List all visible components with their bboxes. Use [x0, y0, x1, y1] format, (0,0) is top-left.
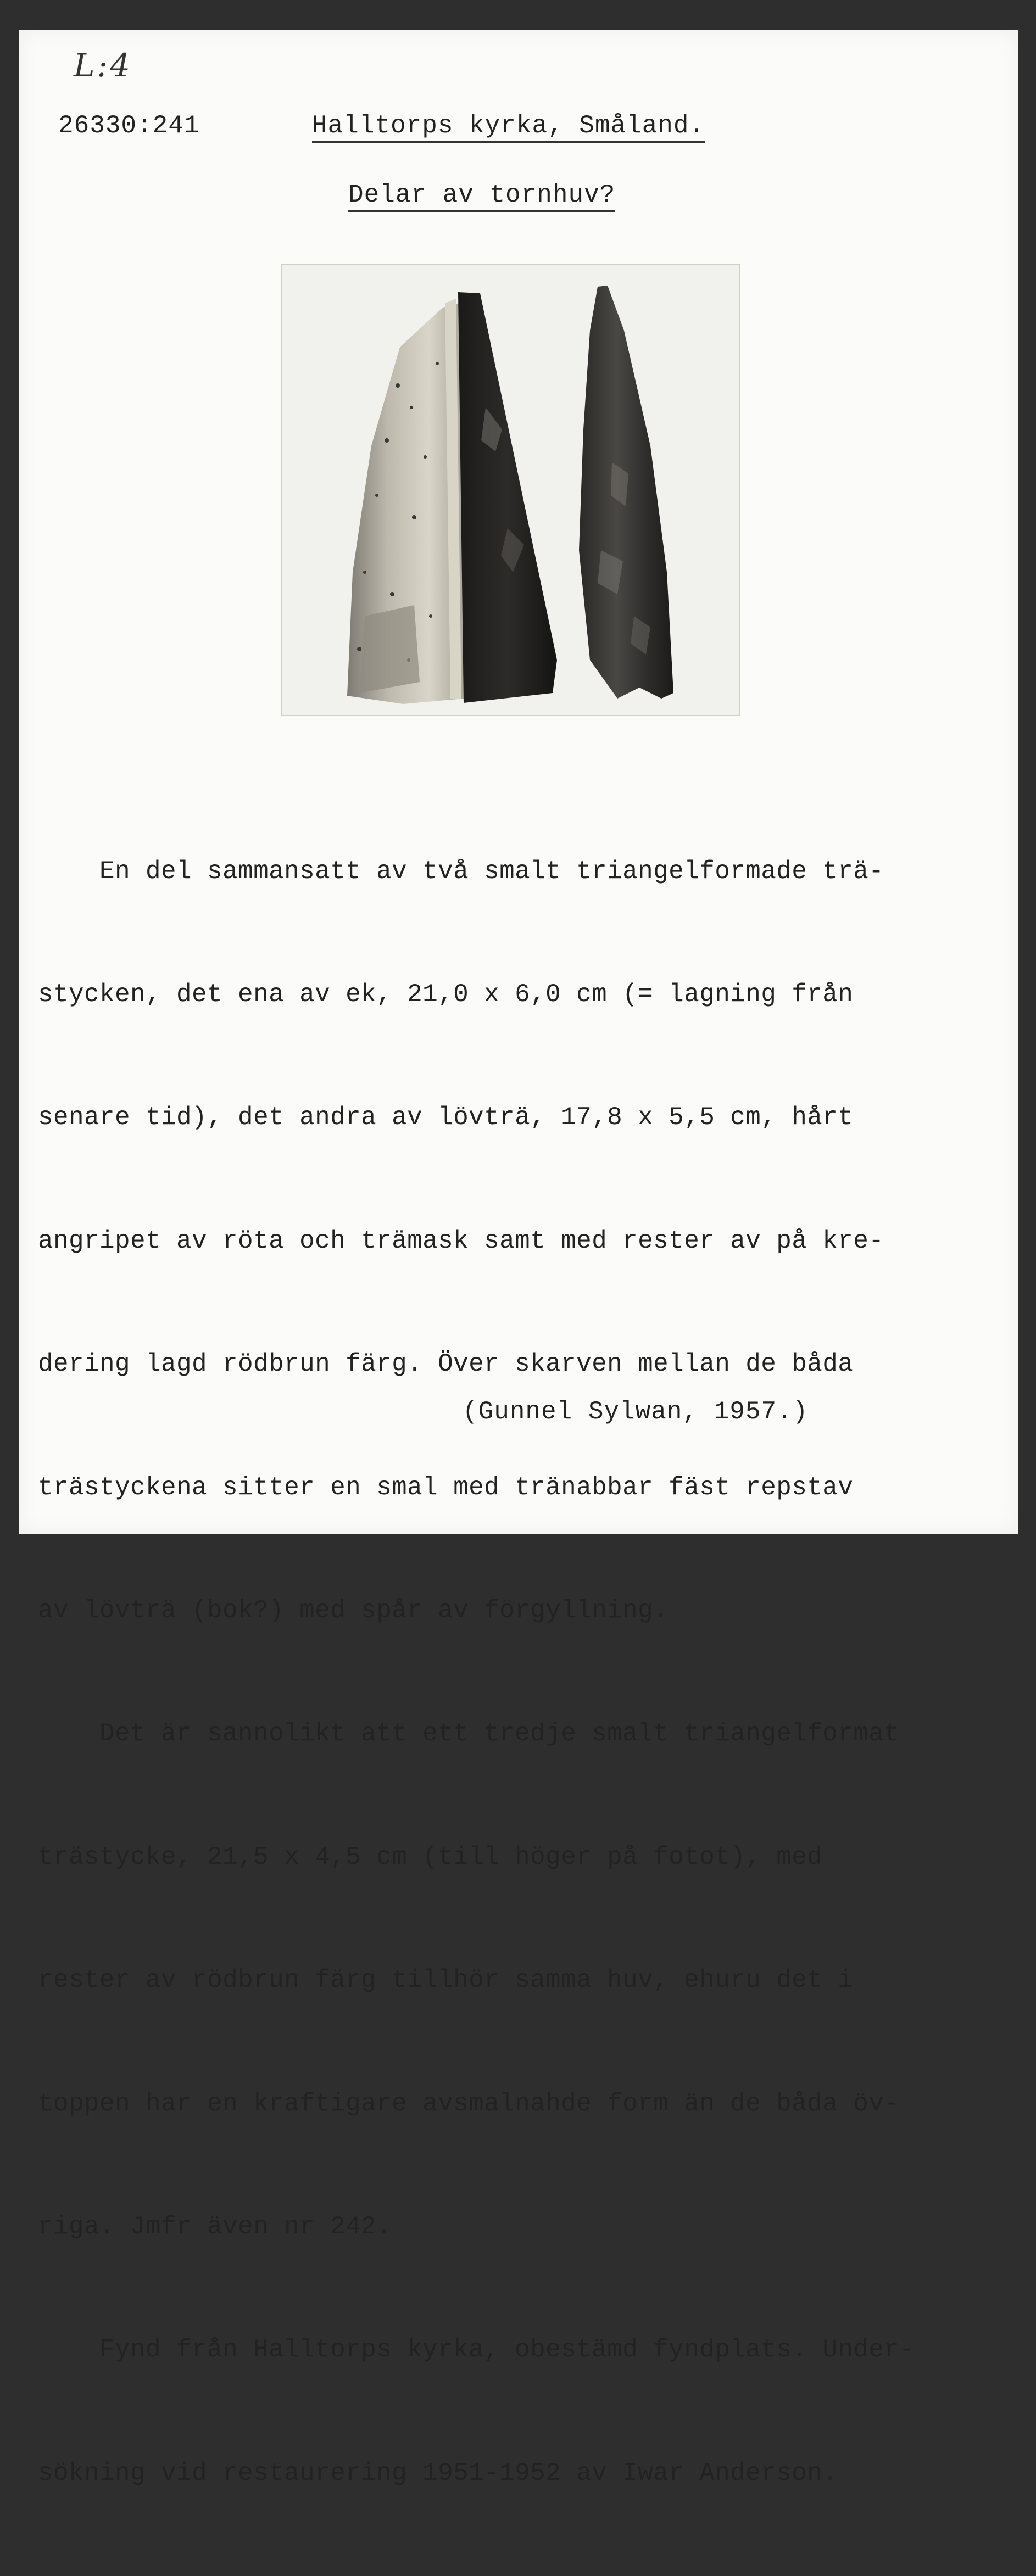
description-line: rester av rödbrun färg tillhör samma huv, ehuru det i [38, 1966, 854, 1995]
description-line: stycken, det ena av ek, 21,0 x 6,0 cm (= lagning från [38, 980, 854, 1009]
description-line: av lövträ (bok?) med spår av förgyllning. [38, 1596, 669, 1625]
description-line: Det är sannolikt att ett tredje smalt triangelformat [38, 1719, 900, 1748]
artifact-photo [281, 264, 740, 716]
catalog-number: 26330:241 [58, 111, 200, 140]
description-line: angripet av röta och trämask samt med rester av på kre- [38, 1226, 884, 1255]
card-subtitle: Delar av tornhuv? [348, 181, 615, 212]
catalog-card [19, 30, 1018, 2488]
description-line: toppen har en kraftigare avsmalnahde form än de båda öv- [38, 2089, 900, 2118]
card-title: Halltorps kyrka, Småland. [312, 111, 705, 143]
description-line: senare tid), det andra av lövträ, 17,8 x 5,5 cm, hårt [38, 1103, 854, 1132]
description-line: trästycke, 21,5 x 4,5 cm (till höger på fotot), med [38, 1842, 823, 1871]
description-line: trästyckena sitter en smal med tränabbar fäst repstav [38, 1473, 854, 1502]
description-line: riga. Jmfr även nr 242. [38, 2212, 392, 2241]
handwritten-mark: L:4 [74, 47, 132, 84]
artifact-photo-image [282, 265, 739, 715]
description-line: Fynd från Halltorps kyrka, obestämd fyndplats. Under- [38, 2335, 915, 2365]
description-line: sökning vid restaurering 1951-1952 av Iwar Anderson. [38, 2458, 838, 2488]
author-signature: (Gunnel Sylwan, 1957.) [463, 1398, 809, 1426]
description-line: dering lagd rödbrun färg. Över skarven mellan de båda [38, 1350, 854, 1379]
description-line: En del sammansatt av två smalt triangelformade trä- [38, 857, 884, 886]
dark-wood-piece [458, 292, 557, 703]
description-text [38, 769, 1005, 2576]
